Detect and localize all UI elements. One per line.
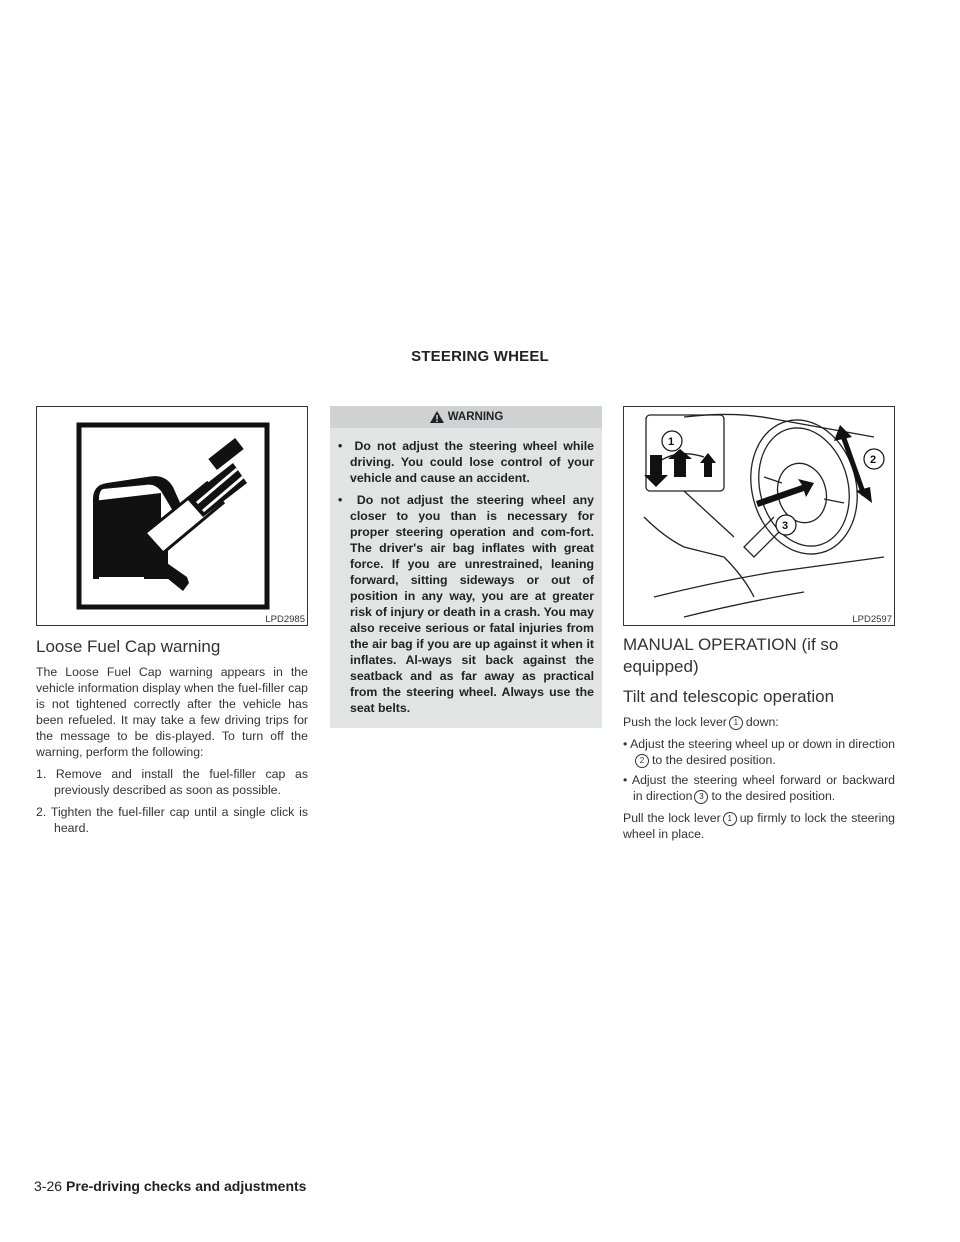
list-item: • Do not adjust the steering wheel while driving. You could lose control of your vehicle and cause an accident.: [338, 439, 594, 485]
loose-fuel-cap-section: [36, 636, 308, 842]
figure-label-2: 2: [870, 454, 877, 466]
page-footer: [34, 1178, 306, 1194]
number-3-icon: 3: [694, 790, 708, 804]
steering-section: [623, 634, 895, 848]
section-heading: MANUAL OPERATION (if so equipped): [623, 635, 839, 676]
list-item: 1. Remove and install the fuel-filler cap as previously described as soon as possible.: [36, 767, 308, 797]
list-item: • Adjust the steering wheel forward or backward in direction 3 to the desired position.: [623, 773, 896, 803]
warning-title: WARNING: [447, 411, 504, 423]
subheading: Tilt and telescopic operation: [623, 687, 835, 706]
list-item: • Do not adjust the steering wheel any closer to you than is necessary for proper steering operation and com-fort. The driver's air bag inflates with great force. If you are unrestrained, leaning forward, sitting sideways or out of position in any way, you are at greater risk of injury or death in a crash. You may also receive serious or fatal injuries from the air bag if you are up against it when it inflates. Al-ways sit back against the seatback and as far away as practical from the steering wheel. Always use the seat belts.: [338, 493, 594, 715]
loose-fuel-cap-figure: [36, 406, 308, 626]
figure-label-3: 3: [782, 520, 789, 532]
list-item: 2. Tighten the fuel-filler cap until a single click is heard.: [36, 805, 308, 835]
list-item: • Adjust the steering wheel up or down in direction2 to the desired position.: [623, 737, 895, 767]
adjust-list: [623, 736, 895, 804]
intro-paragraph: The Loose Fuel Cap warning appears in the vehicle information display when the fuel-filler cap is not tightened correctly after the vehicle has been refueled. It may take a few driving trips for the message to be dis-played. To turn off the warning, perform the following:: [36, 665, 308, 759]
fuel-cap-icon: [37, 407, 307, 625]
page-number: 3-26: [34, 1178, 63, 1194]
warning-list: [330, 428, 602, 730]
section-heading: Loose Fuel Cap warning: [36, 637, 221, 656]
number-2-icon: 2: [635, 754, 649, 768]
figure-label-1: 1: [668, 436, 675, 448]
warning-icon: [429, 410, 445, 424]
number-1-icon: 1: [723, 812, 737, 826]
push-lever-paragraph: Push the lock lever 1 down:: [623, 715, 779, 729]
figure-code: LPD2985: [265, 614, 305, 625]
warning-box: [330, 406, 602, 728]
chapter-title: Pre-driving checks and adjustments: [66, 1178, 307, 1194]
section-title: STEERING WHEEL: [411, 348, 549, 365]
steering-wheel-figure: [623, 406, 895, 626]
figure-code: LPD2597: [852, 614, 892, 625]
steering-wheel-diagram-icon: [624, 407, 894, 625]
pull-lever-paragraph: Pull the lock lever 1 up firmly to lock the steering wheel in place.: [623, 811, 896, 841]
steps-list: [36, 766, 308, 836]
warning-header: [330, 406, 602, 428]
number-1-icon: 1: [729, 716, 743, 730]
